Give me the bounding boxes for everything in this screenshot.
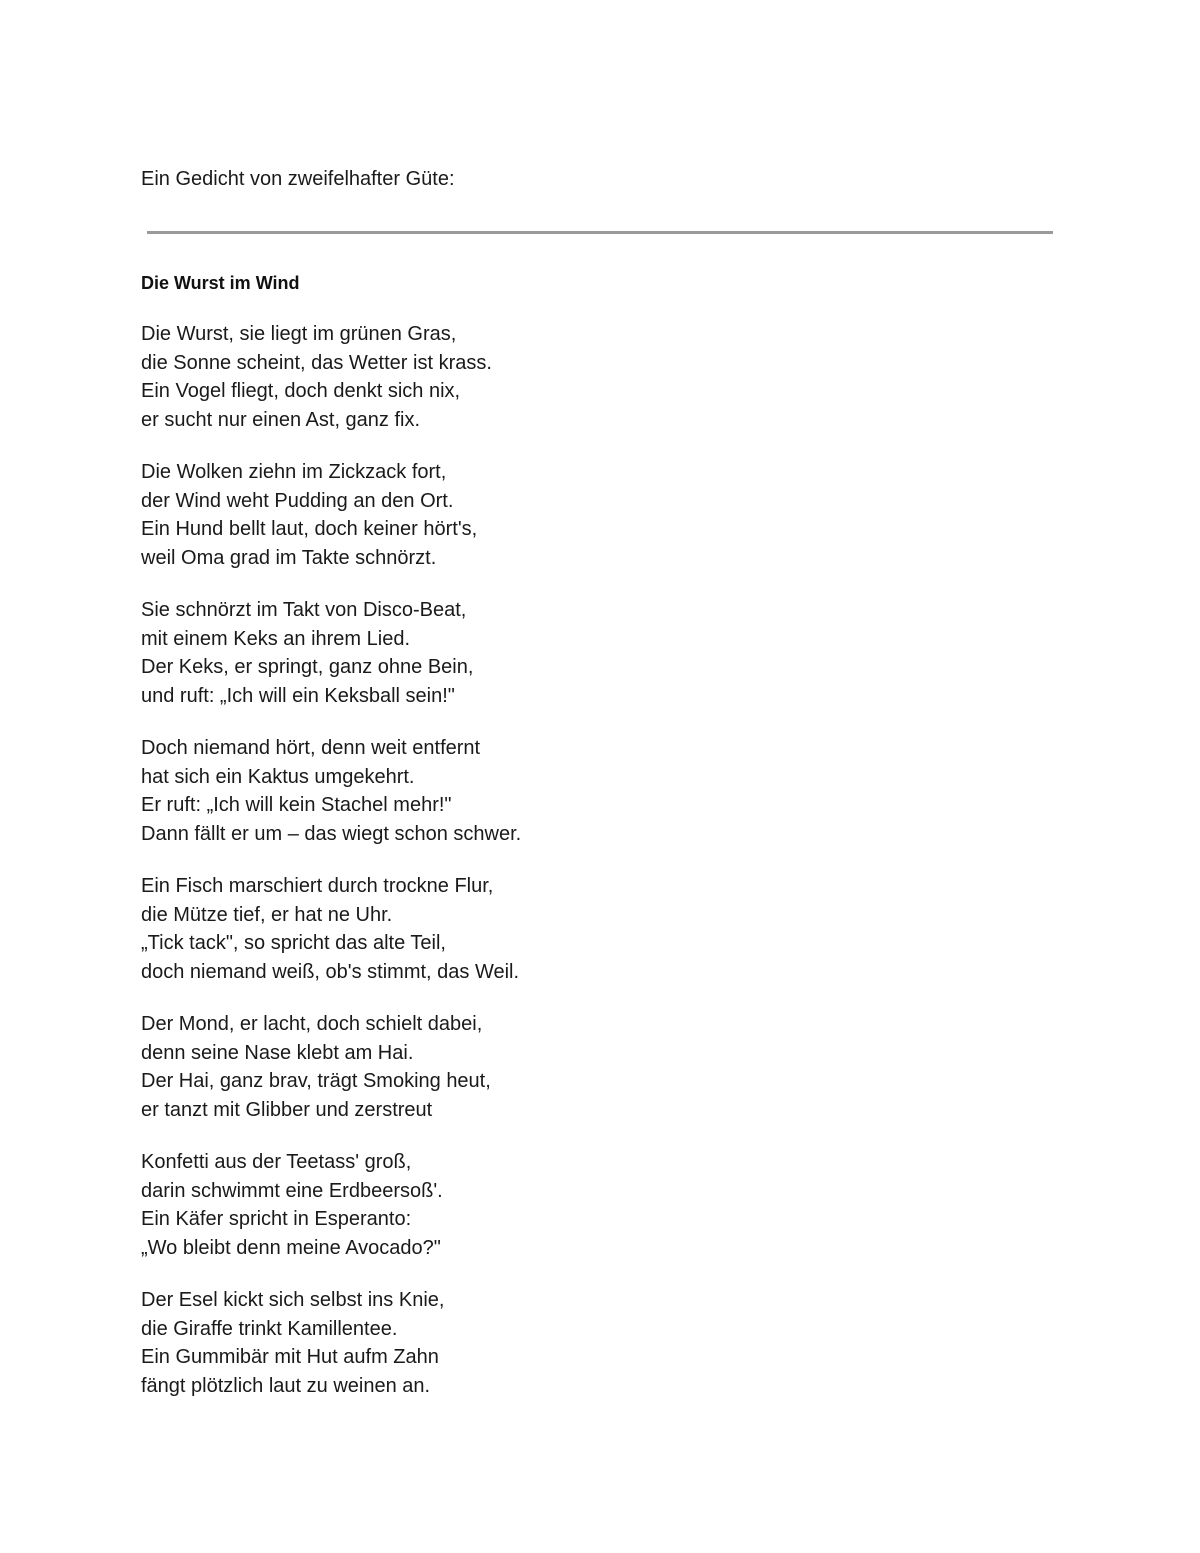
poem-line: Ein Hund bellt laut, doch keiner hört's, — [141, 518, 478, 540]
stanza-5 — [141, 872, 1041, 986]
poem-line: der Wind weht Pudding an den Ort. — [141, 489, 454, 512]
poem-body — [141, 320, 1041, 1424]
poem-line: er sucht nur einen Ast, ganz fix. — [141, 408, 421, 431]
intro-text: Ein Gedicht von zweifelhafter Güte: — [141, 168, 455, 190]
poem-line: „Wo bleibt denn meine Avocado?" — [141, 1236, 441, 1259]
poem-line: Sie schnörzt im Takt von Disco-Beat, — [141, 599, 467, 621]
poem-line: doch niemand weiß, ob's stimmt, das Weil. — [141, 960, 520, 983]
poem-line: weil Oma grad im Takte schnörzt. — [141, 546, 437, 569]
stanza-3 — [141, 596, 1041, 710]
poem-line: Ein Käfer spricht in Esperanto: — [141, 1208, 412, 1230]
stanza-6 — [141, 1010, 1041, 1124]
poem-line: darin schwimmt eine Erdbeersoß'. — [141, 1179, 443, 1202]
poem-line: Konfetti aus der Teetass' groß, — [141, 1151, 412, 1173]
poem-line: Der Keks, er springt, ganz ohne Bein, — [141, 656, 474, 678]
poem-line: die Giraffe trinkt Kamillentee. — [141, 1317, 398, 1340]
poem-line: mit einem Keks an ihrem Lied. — [141, 627, 411, 650]
stanza-4 — [141, 734, 1041, 848]
poem-line: er tanzt mit Glibber und zerstreut — [141, 1098, 433, 1121]
poem-line: Er ruft: „Ich will kein Stachel mehr!" — [141, 794, 452, 816]
poem-line: Der Hai, ganz brav, trägt Smoking heut, — [141, 1070, 491, 1092]
poem-line: „Tick tack", so spricht das alte Teil, — [141, 932, 446, 954]
stanza-1 — [141, 320, 1041, 434]
poem-line: Der Esel kickt sich selbst ins Knie, — [141, 1289, 445, 1311]
poem-line: die Mütze tief, er hat ne Uhr. — [141, 903, 393, 926]
poem-line: Die Wurst, sie liegt im grünen Gras, — [141, 323, 457, 345]
poem-line: Der Mond, er lacht, doch schielt dabei, — [141, 1013, 483, 1035]
poem-line: Ein Gummibär mit Hut aufm Zahn — [141, 1346, 439, 1368]
poem-line: denn seine Nase klebt am Hai. — [141, 1041, 414, 1064]
poem-line: fängt plötzlich laut zu weinen an. — [141, 1374, 431, 1397]
poem-line: und ruft: „Ich will ein Keksball sein!" — [141, 684, 455, 707]
poem-line: Dann fällt er um – das wiegt schon schwer. — [141, 822, 522, 845]
poem-title: Die Wurst im Wind — [141, 273, 300, 293]
stanza-2 — [141, 458, 1041, 572]
stanza-8 — [141, 1286, 1041, 1400]
poem-line: Die Wolken ziehn im Zickzack fort, — [141, 461, 447, 483]
stanza-7 — [141, 1148, 1041, 1262]
poem-line: Ein Fisch marschiert durch trockne Flur, — [141, 875, 494, 897]
poem-line: Doch niemand hört, denn weit entfernt — [141, 737, 481, 759]
poem-line: hat sich ein Kaktus umgekehrt. — [141, 765, 415, 788]
poem-line: die Sonne scheint, das Wetter ist krass. — [141, 351, 492, 374]
horizontal-divider — [147, 231, 1053, 234]
poem-line: Ein Vogel fliegt, doch denkt sich nix, — [141, 380, 461, 402]
